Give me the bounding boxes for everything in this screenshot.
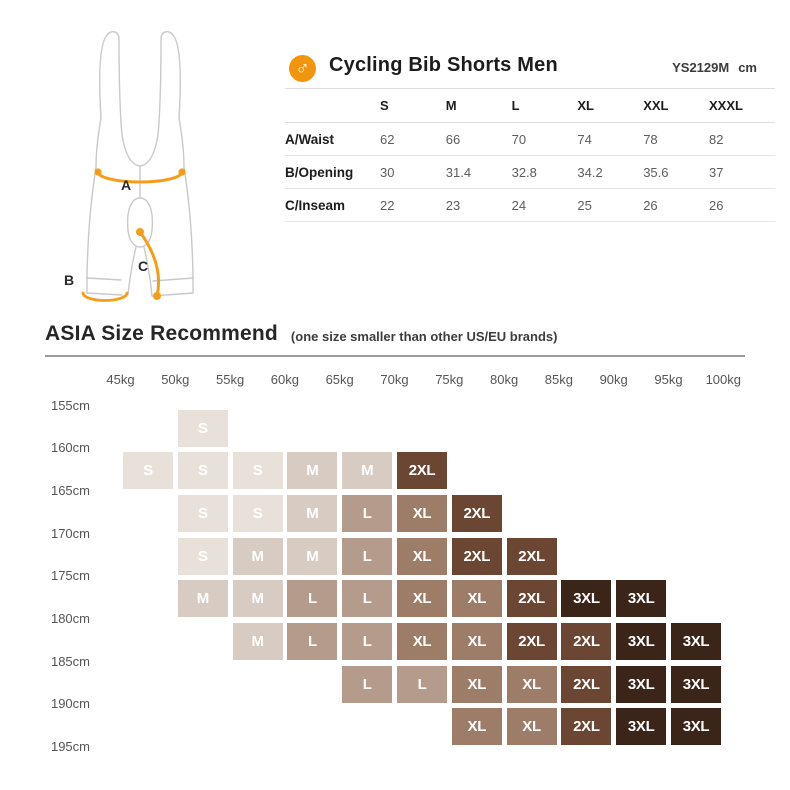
- size-cell: 2XL: [561, 623, 611, 660]
- weight-label: 50kg: [161, 372, 190, 387]
- size-cell: M: [233, 580, 283, 617]
- product-code: [672, 60, 757, 75]
- size-cell: M: [233, 623, 283, 660]
- weight-label: 85kg: [544, 372, 573, 387]
- size-cell: 3XL: [616, 623, 666, 660]
- size-cell: L: [287, 623, 337, 660]
- size-table-row: [285, 156, 775, 189]
- size-column-header: L: [511, 98, 520, 113]
- size-table: [285, 89, 775, 222]
- size-cell: L: [342, 666, 392, 703]
- size-cell: S: [178, 538, 228, 575]
- measurement-value: 37: [708, 164, 724, 180]
- size-cell: L: [342, 580, 392, 617]
- weight-label: 60kg: [270, 372, 299, 387]
- size-cell: XL: [397, 580, 447, 617]
- weight-label: 95kg: [654, 372, 683, 387]
- size-cell: 3XL: [671, 708, 721, 745]
- measurement-value: 26: [643, 197, 658, 213]
- size-cell: 2XL: [507, 580, 557, 617]
- measurement-value: 78: [643, 131, 658, 147]
- size-table-row: [285, 189, 775, 222]
- bib-shorts-outline: [87, 32, 193, 296]
- measurement-value: 66: [445, 131, 461, 147]
- size-cell: 2XL: [507, 538, 557, 575]
- measurement-value: 32.8: [511, 164, 537, 180]
- weight-label: 45kg: [106, 372, 135, 387]
- measurement-value: 82: [708, 131, 724, 147]
- size-cell: S: [123, 452, 173, 489]
- measurement-value: 25: [577, 197, 592, 213]
- weight-label: 80kg: [489, 372, 519, 387]
- size-cell: 3XL: [561, 580, 611, 617]
- height-label: 185cm: [50, 653, 90, 669]
- product-title: Cycling Bib Shorts Men: [329, 54, 558, 76]
- size-cell: S: [178, 452, 228, 489]
- size-cell: L: [287, 580, 337, 617]
- size-cell: 3XL: [616, 580, 666, 617]
- size-column-header: XL: [577, 98, 595, 113]
- height-label: 180cm: [50, 611, 90, 626]
- size-cell: XL: [507, 708, 557, 745]
- size-cell: XL: [397, 623, 447, 660]
- bib-shorts-diagram: [40, 25, 270, 315]
- size-cell: S: [233, 495, 283, 532]
- inseam-measure-c: [136, 228, 161, 300]
- size-cell: 2XL: [397, 452, 447, 489]
- size-cell: XL: [452, 580, 502, 617]
- weight-label: 100kg: [705, 372, 741, 387]
- size-cell: 3XL: [616, 708, 666, 745]
- size-cell: XL: [397, 495, 447, 532]
- measurement-label: A/Waist: [285, 131, 335, 147]
- size-table-header-row: [285, 89, 775, 123]
- size-cell: L: [397, 666, 447, 703]
- height-label: 195cm: [50, 739, 90, 755]
- size-column-header: M: [445, 98, 457, 113]
- height-label: 165cm: [50, 482, 90, 498]
- size-cell: L: [342, 623, 392, 660]
- size-cell: M: [287, 538, 337, 575]
- size-cell: XL: [397, 538, 447, 575]
- measurement-value: 74: [577, 131, 592, 147]
- size-cell: 2XL: [452, 495, 502, 532]
- size-cell: XL: [452, 708, 502, 745]
- size-cell: L: [342, 495, 392, 532]
- size-cell: M: [287, 452, 337, 489]
- measurement-value: 70: [511, 131, 527, 147]
- measurement-value: 24: [511, 197, 527, 213]
- size-cell: M: [287, 495, 337, 532]
- size-cell: M: [342, 452, 392, 489]
- size-cell: 3XL: [671, 623, 721, 660]
- model-number: YS2129M: [672, 60, 730, 75]
- weight-label: 55kg: [215, 372, 245, 387]
- measurement-value: 31.4: [445, 164, 472, 180]
- measurement-value: 34.2: [577, 164, 603, 180]
- measurement-label: C/Inseam: [285, 197, 346, 213]
- label-a: A: [121, 177, 132, 193]
- unit-label: cm: [738, 60, 757, 75]
- label-c: C: [138, 258, 149, 274]
- height-label: 190cm: [50, 696, 90, 712]
- size-column-header: XXL: [643, 98, 669, 113]
- size-cell: XL: [507, 666, 557, 703]
- height-label: 170cm: [50, 525, 90, 541]
- weight-label: 90kg: [599, 372, 628, 387]
- size-cell: M: [233, 538, 283, 575]
- size-cell: 2XL: [561, 708, 611, 745]
- measurement-value: 62: [380, 131, 395, 147]
- height-label: 175cm: [50, 568, 90, 584]
- size-cell: XL: [452, 623, 502, 660]
- size-cell: 2XL: [561, 666, 611, 703]
- size-cell: M: [178, 580, 228, 617]
- measurement-value: 23: [445, 197, 461, 213]
- size-cell: 3XL: [671, 666, 721, 703]
- size-cell: XL: [452, 666, 502, 703]
- size-cell: L: [342, 538, 392, 575]
- recommend-divider: [45, 355, 745, 357]
- opening-measure-b: [64, 272, 127, 301]
- size-table-row: [285, 123, 775, 156]
- measurement-label: B/Opening: [285, 164, 354, 180]
- height-label: 160cm: [50, 440, 90, 456]
- size-cell: S: [233, 452, 283, 489]
- recommend-title: ASIA Size Recommend: [45, 322, 278, 345]
- male-icon: ♂: [289, 55, 316, 82]
- measurement-value: 22: [380, 197, 395, 213]
- height-label: 155cm: [50, 397, 90, 413]
- recommend-header: [45, 322, 557, 346]
- size-cell: 3XL: [616, 666, 666, 703]
- size-cell: 2XL: [507, 623, 557, 660]
- recommend-subtitle: (one size smaller than other US/EU brands): [290, 329, 558, 344]
- weight-label: 75kg: [435, 372, 464, 387]
- size-cell: S: [178, 410, 228, 447]
- measurement-value: 26: [708, 197, 724, 213]
- size-cell: S: [178, 495, 228, 532]
- product-header: [285, 52, 775, 88]
- label-b: B: [64, 272, 75, 288]
- size-column-header: XXXL: [708, 98, 743, 113]
- size-cell: 2XL: [452, 538, 502, 575]
- measurement-value: 35.6: [643, 164, 669, 180]
- weight-label: 70kg: [380, 372, 409, 387]
- size-column-header: S: [380, 98, 389, 113]
- weight-label: 65kg: [325, 372, 354, 387]
- measurement-value: 30: [380, 164, 395, 180]
